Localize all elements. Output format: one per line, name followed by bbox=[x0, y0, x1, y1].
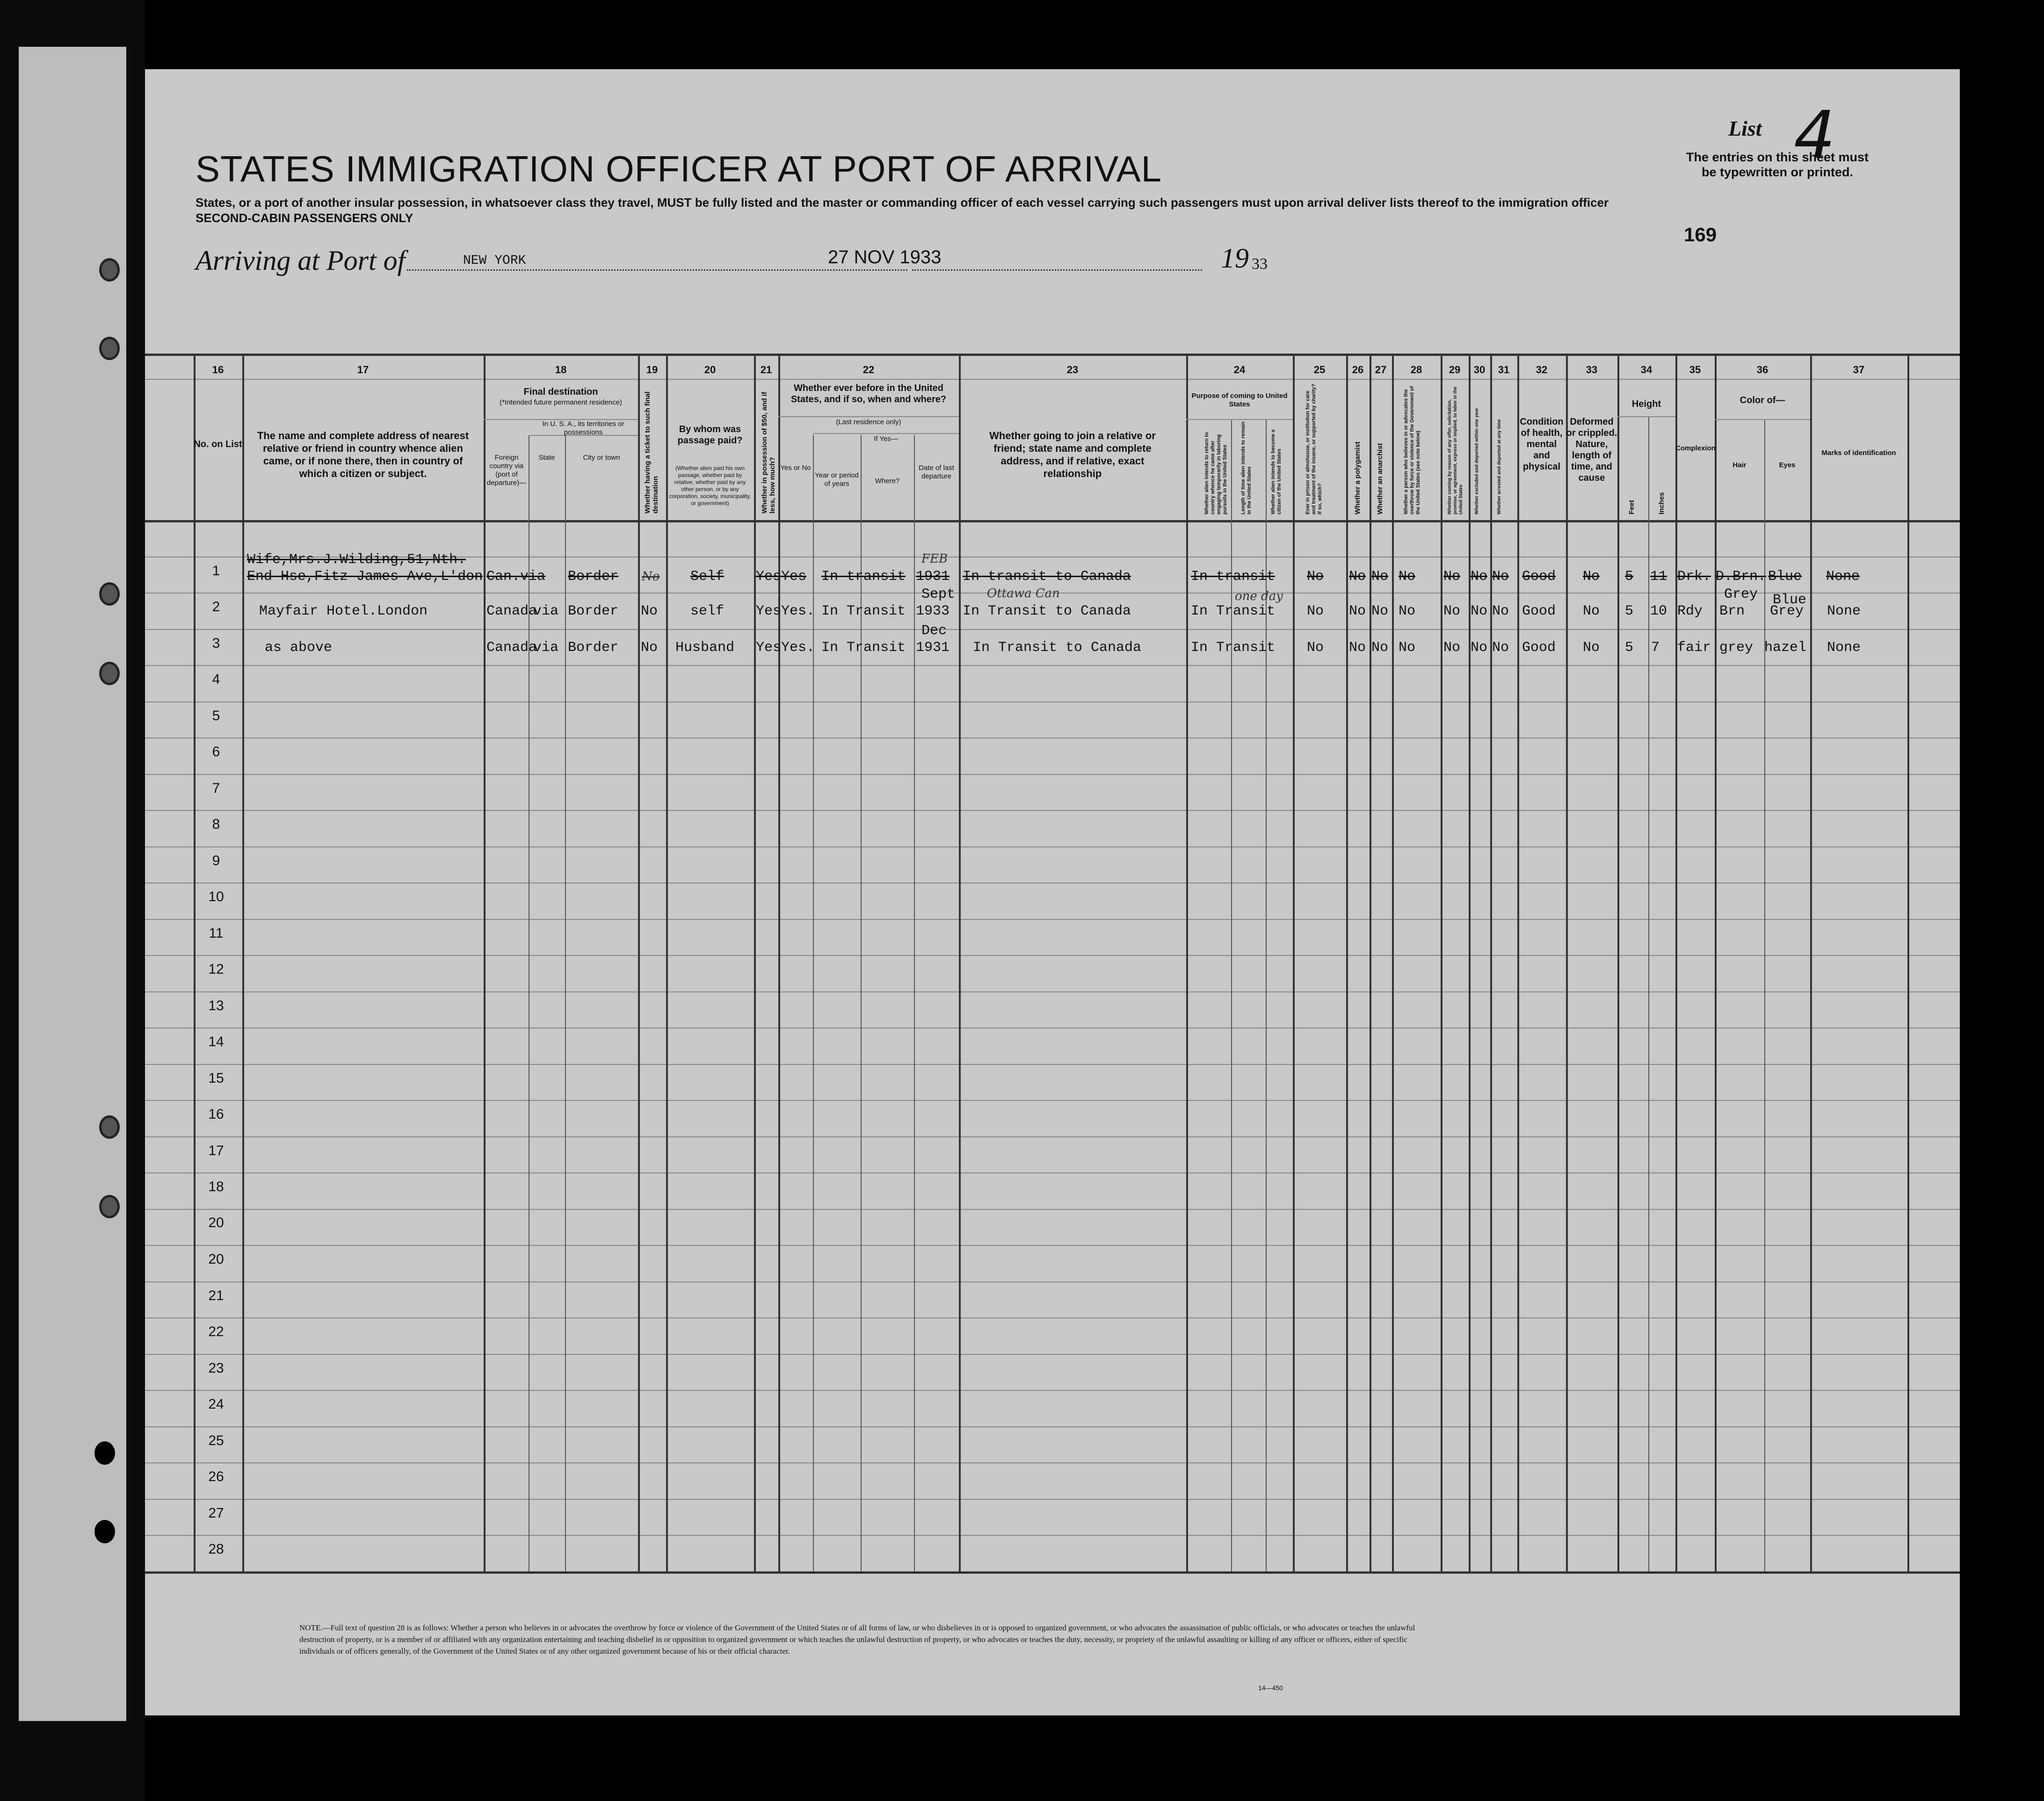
row1-hair: D.Brn. bbox=[1716, 569, 1767, 585]
row-number: 22 bbox=[208, 1324, 224, 1339]
header-polygamist: Whether a polygamist bbox=[1354, 441, 1362, 514]
header-city: City or town bbox=[583, 454, 620, 462]
form-class: SECOND-CABIN PASSENGERS ONLY bbox=[196, 211, 413, 225]
row3-q29: No bbox=[1443, 640, 1461, 656]
row3-purpose: In Transit bbox=[1191, 640, 1276, 656]
row1-deformed: No bbox=[1583, 569, 1600, 585]
row-number: 14 bbox=[208, 1034, 224, 1049]
row2-eyes-top: Blue bbox=[1773, 592, 1807, 608]
row-number: 28 bbox=[208, 1541, 224, 1557]
column-number: 31 bbox=[1498, 364, 1510, 376]
row-number: 16 bbox=[208, 1107, 224, 1122]
row2-handwritten-one-day: one day bbox=[1235, 589, 1283, 603]
row3-ticket: No bbox=[641, 640, 658, 656]
header-labor: Whether coming by reason of any offer, solicitation, promise, or agreement, express or implied, to labor in the United States bbox=[1447, 386, 1464, 514]
list-label: List bbox=[1728, 116, 1762, 140]
row2-handwritten-ottawa: Ottawa Can bbox=[987, 586, 1060, 600]
header-feet: Feet bbox=[1628, 500, 1636, 514]
header-complexion: Complexion bbox=[1675, 444, 1716, 452]
row3-join: In Transit to Canada bbox=[973, 640, 1142, 656]
row3-inches: 7 bbox=[1651, 640, 1660, 656]
row-number: 27 bbox=[208, 1505, 224, 1521]
header-deformed: Deformed or crippled. Nature, length of time, and cause bbox=[1566, 417, 1617, 483]
row1-where: In transit bbox=[821, 569, 906, 585]
punch-hole bbox=[99, 258, 120, 282]
row-number: 9 bbox=[212, 853, 220, 868]
punch-hole bbox=[99, 1195, 120, 1218]
row1-relative-line2: End Hse,Fitz James Ave,L'don bbox=[247, 569, 483, 585]
header-height: Height bbox=[1631, 399, 1661, 409]
row1-q31: No bbox=[1492, 569, 1509, 585]
row-number: 2 bbox=[212, 599, 220, 615]
row-number: 17 bbox=[208, 1143, 224, 1158]
row2-inches: 10 bbox=[1650, 603, 1667, 619]
arriving-label: Arriving at Port of bbox=[196, 245, 406, 276]
header-purpose-citizen: Whether alien intends to become a citizen of the United States bbox=[1270, 429, 1282, 514]
row2-paid-by: self bbox=[690, 603, 725, 619]
date-line bbox=[912, 269, 1202, 271]
row1-q25: No bbox=[1307, 569, 1324, 585]
manifest-table bbox=[145, 281, 1960, 1608]
column-number: 21 bbox=[760, 364, 772, 376]
row1-health: Good bbox=[1522, 569, 1556, 585]
row2-date-month: Sept bbox=[921, 586, 956, 602]
header-money: Whether in possession of $50, and if less, how much? bbox=[761, 391, 776, 514]
row-number: 15 bbox=[208, 1070, 224, 1086]
header-anarchist: Whether an anarchist bbox=[1376, 443, 1384, 514]
row-number: 20 bbox=[208, 1215, 224, 1230]
column-number: 20 bbox=[704, 364, 716, 376]
row3-marks: None bbox=[1827, 640, 1861, 656]
row2-q29: No bbox=[1443, 603, 1461, 619]
row-number: 12 bbox=[208, 962, 224, 977]
column-number: 34 bbox=[1640, 364, 1653, 376]
form-instructions: States, or a port of another insular possession, in whatsoever class they travel, MUST be fully listed and the master or commanding officer of each vessel carrying such passengers must upon arrival deliver lists thereof to the immigration officer bbox=[196, 195, 1609, 210]
row2-complexion: Rdy bbox=[1677, 603, 1703, 619]
row-number: 10 bbox=[208, 889, 224, 904]
row2-q31: No bbox=[1492, 603, 1509, 619]
header-join: Whether going to join a relative or friend; state name and complete address, and if relative, exact relationship bbox=[989, 430, 1156, 479]
punch-hole bbox=[99, 1115, 120, 1139]
header-marks: Marks of identification bbox=[1821, 449, 1896, 457]
row1-q27: No bbox=[1371, 569, 1389, 585]
row3-paid-by: Husband bbox=[675, 640, 735, 656]
row-number: 6 bbox=[212, 744, 220, 759]
row3-q26: No bbox=[1349, 640, 1366, 656]
header-ever-before: Whether ever before in the United States, and if so, when and where? bbox=[790, 383, 947, 405]
punch-hole bbox=[94, 1520, 115, 1543]
entries-note: The entries on this sheet must be typewritten or printed. bbox=[1686, 150, 1869, 179]
row2-relative: Mayfair Hotel.London bbox=[259, 603, 428, 619]
row-number: 20 bbox=[208, 1251, 224, 1267]
punch-hole bbox=[99, 337, 120, 360]
column-number: 22 bbox=[863, 364, 875, 376]
row2-purpose: In Transit bbox=[1191, 603, 1276, 619]
header-color: Color of— bbox=[1740, 395, 1785, 405]
row2-via: via bbox=[533, 603, 559, 619]
row3-via: via bbox=[533, 640, 559, 656]
footer-note: NOTE.—Full text of question 28 is as follows: Whether a person who believes in or advocates the overthrow by force or violence of the Government of the United States or of all forms of law, or who disbelieves in or is opposed to organized government, or who advocates the assassination of public officials, or who advocates or teaches the unlawful destruction of property, or is a member of or affiliated with any organization entertaining and teaching disbelief in or opposition to organized government or which teaches the unlawful destruction of property, or who advocates or teaches the duty, necessity, or propriety of the unlawful assaulting or killing of any officer or officers, either of specific individuals or of officers generally, of the Government of the United States or of any other organized government because of his or their official character. bbox=[299, 1623, 1415, 1656]
row2-foreign: Canada bbox=[486, 603, 537, 619]
row2-hair: Brn bbox=[1719, 603, 1745, 619]
row1-paid-by: Self bbox=[690, 569, 725, 585]
header-relative: The name and complete address of nearest relative or friend in country whence alien came, or if none there, then in country of which a citizen or subject. bbox=[257, 430, 469, 479]
header-ticket: Whether having a ticket to such final destination bbox=[644, 391, 660, 514]
column-number: 32 bbox=[1536, 364, 1548, 376]
row-number: 21 bbox=[208, 1288, 224, 1303]
row-number: 24 bbox=[208, 1396, 224, 1412]
row-number: 4 bbox=[212, 672, 220, 687]
row1-join: In transit to Canada bbox=[963, 569, 1131, 585]
header-no-on-list: No. on List bbox=[194, 439, 242, 449]
row3-foreign: Canada bbox=[486, 640, 537, 656]
year-prefix: 19 bbox=[1221, 243, 1249, 274]
row1-purpose: In transit bbox=[1191, 569, 1276, 585]
column-number: 17 bbox=[357, 364, 369, 376]
row2-health: Good bbox=[1522, 603, 1556, 619]
header-date-last: Date of last departure bbox=[919, 464, 954, 480]
punch-hole bbox=[99, 662, 120, 685]
row-number: 1 bbox=[212, 563, 220, 579]
column-number: 25 bbox=[1313, 364, 1326, 376]
row1-city: Border bbox=[568, 569, 619, 585]
arrival-port: NEW YORK bbox=[463, 253, 526, 268]
row2-where: In Transit bbox=[821, 603, 906, 619]
arrival-date: 27 NOV 1933 bbox=[828, 247, 942, 268]
row-number: 7 bbox=[212, 781, 220, 796]
binding-strip bbox=[19, 47, 126, 1721]
row3-city: Border bbox=[568, 640, 619, 656]
row1-inches: 11 bbox=[1650, 569, 1667, 585]
row-number: 3 bbox=[212, 636, 220, 651]
row1-money: Yes bbox=[756, 569, 782, 585]
column-number: 36 bbox=[1756, 364, 1769, 376]
column-number: 26 bbox=[1352, 364, 1364, 376]
row2-marks: None bbox=[1827, 603, 1861, 619]
row2-eyes: Grey bbox=[1770, 603, 1804, 619]
row3-q31: No bbox=[1492, 640, 1509, 656]
row-number: 25 bbox=[208, 1433, 224, 1448]
header-inches: Inches bbox=[1658, 492, 1666, 514]
row-number: 8 bbox=[212, 817, 220, 832]
header-passage-paid: By whom was passage paid? bbox=[677, 424, 743, 446]
row3-q27: No bbox=[1371, 640, 1389, 656]
row2-ticket: No bbox=[641, 603, 658, 619]
header-excluded: Whether excluded and deported within one year bbox=[1474, 408, 1479, 514]
row2-money: Yes bbox=[756, 603, 782, 619]
row1-q29: No bbox=[1443, 569, 1461, 585]
row1-ever-before: Yes bbox=[781, 569, 807, 585]
header-eyes: Eyes bbox=[1779, 461, 1796, 469]
row3-where: In Transit bbox=[821, 640, 906, 656]
row3-q30: No bbox=[1471, 640, 1488, 656]
row2-date-last: 1933 bbox=[916, 603, 950, 619]
row3-date-last: 1931 bbox=[916, 640, 950, 656]
row2-q26: No bbox=[1349, 603, 1366, 619]
row-number: 26 bbox=[208, 1469, 224, 1484]
row1-q28: No bbox=[1399, 569, 1416, 585]
column-number: 30 bbox=[1473, 364, 1486, 376]
row2-city: Border bbox=[568, 603, 619, 619]
header-final-destination: Final destination bbox=[523, 387, 598, 397]
row1-handwritten-feb: FEB bbox=[921, 552, 948, 566]
column-number: 37 bbox=[1853, 364, 1865, 376]
row2-ever-before: Yes. bbox=[781, 603, 815, 619]
header-state: State bbox=[538, 454, 555, 462]
row-number: 18 bbox=[208, 1179, 224, 1194]
row1-ticket: No bbox=[642, 570, 660, 584]
row3-ever-before: Yes. bbox=[781, 640, 815, 656]
row-number: 23 bbox=[208, 1360, 224, 1376]
header-passage-paid-note: (Whether alien paid his own passage, whether paid by relative, whether paid by any other person, or by any corporation, society, municipality, or government) bbox=[669, 465, 751, 506]
header-hair: Hair bbox=[1732, 461, 1747, 469]
row3-deformed: No bbox=[1583, 640, 1600, 656]
row2-hair-top: Grey bbox=[1724, 586, 1758, 602]
row2-q25: No bbox=[1307, 603, 1324, 619]
row3-feet: 5 bbox=[1625, 640, 1634, 656]
row2-feet: 5 bbox=[1625, 603, 1634, 619]
row3-q28: No bbox=[1399, 640, 1416, 656]
header-in-usa: In U. S. A., its territories or possessions bbox=[542, 420, 624, 436]
row3-relative: as above bbox=[265, 640, 333, 656]
page-number: 169 bbox=[1684, 224, 1717, 246]
row3-q25: No bbox=[1307, 640, 1324, 656]
row1-relative-line1: Wife,Mrs.J.Wilding,51,Nth. bbox=[247, 552, 466, 568]
header-yes-no: Yes or No bbox=[780, 464, 811, 472]
row1-date-last: 1931 bbox=[916, 569, 950, 585]
list-number: 4 bbox=[1794, 97, 1836, 174]
column-number: 16 bbox=[212, 364, 224, 376]
row3-money: Yes bbox=[756, 640, 782, 656]
row1-q30: No bbox=[1471, 569, 1488, 585]
column-number: 18 bbox=[555, 364, 567, 376]
header-purpose-length: Length of time alien intends to remain in the United States bbox=[1240, 421, 1252, 514]
header-last-residence: (Last residence only) bbox=[836, 418, 901, 426]
row3-hair: grey bbox=[1719, 640, 1754, 656]
header-health: Condition of health, mental and physical bbox=[1520, 417, 1564, 472]
column-number: 19 bbox=[646, 364, 658, 376]
row3-eyes: hazel bbox=[1764, 640, 1807, 656]
row1-complexion: Drk. bbox=[1677, 569, 1711, 585]
header-deported: Whether arrested and deported at any time bbox=[1497, 419, 1502, 514]
row1-marks: None bbox=[1826, 569, 1860, 585]
port-line bbox=[407, 269, 907, 271]
column-number: 23 bbox=[1066, 364, 1079, 376]
header-foreign-country: Foreign country via (port of departure)— bbox=[486, 454, 527, 487]
row2-q27: No bbox=[1371, 603, 1389, 619]
header-where: Where? bbox=[875, 477, 900, 485]
row3-health: Good bbox=[1522, 640, 1556, 656]
header-if-yes: If Yes— bbox=[874, 435, 898, 443]
header-purpose-return: Whether alien intends to return to country whence he came after engaging temporarily in laboring pursuits in the United States bbox=[1204, 432, 1228, 514]
row3-date-month: Dec bbox=[921, 623, 947, 639]
column-number: 28 bbox=[1410, 364, 1422, 376]
row2-q30: No bbox=[1471, 603, 1488, 619]
column-number: 33 bbox=[1586, 364, 1598, 376]
row2-deformed: No bbox=[1583, 603, 1600, 619]
row-number: 11 bbox=[209, 926, 224, 941]
row-number: 13 bbox=[208, 998, 224, 1013]
column-number: 35 bbox=[1689, 364, 1701, 376]
header-final-destination-note: (*Intended future permanent residence) bbox=[500, 398, 622, 406]
column-number: 27 bbox=[1375, 364, 1387, 376]
column-number: 29 bbox=[1449, 364, 1461, 376]
header-overthrow: Whether a person who believes in or advocates the overthrow by force or violence of the Government of the United States (see note below) bbox=[1403, 386, 1421, 514]
column-number: 24 bbox=[1233, 364, 1246, 376]
row2-q28: No bbox=[1399, 603, 1416, 619]
header-prison: Ever in prison or almshouse, or institution for care and treatment of the insane, or supported by charity? If so, which? bbox=[1305, 383, 1323, 514]
year-suffix: 33 bbox=[1252, 255, 1268, 273]
row3-complexion: fair bbox=[1677, 640, 1711, 656]
row1-q26: No bbox=[1349, 569, 1366, 585]
row-number: 5 bbox=[212, 708, 220, 723]
manifest-page bbox=[145, 69, 1960, 1715]
row1-foreign: Can.via bbox=[486, 569, 546, 585]
punch-hole bbox=[99, 582, 120, 606]
row1-feet: 5 bbox=[1625, 569, 1634, 585]
header-year-period: Year or period of years bbox=[815, 471, 859, 488]
header-purpose: Purpose of coming to United States bbox=[1191, 392, 1288, 408]
row1-eyes: Blue bbox=[1768, 569, 1802, 585]
row2-join: In Transit to Canada bbox=[963, 603, 1131, 619]
form-title: STATES IMMIGRATION OFFICER AT PORT OF ARRIVAL bbox=[196, 148, 1162, 189]
form-code: 14—450 bbox=[1258, 1684, 1283, 1692]
punch-hole bbox=[94, 1441, 115, 1465]
